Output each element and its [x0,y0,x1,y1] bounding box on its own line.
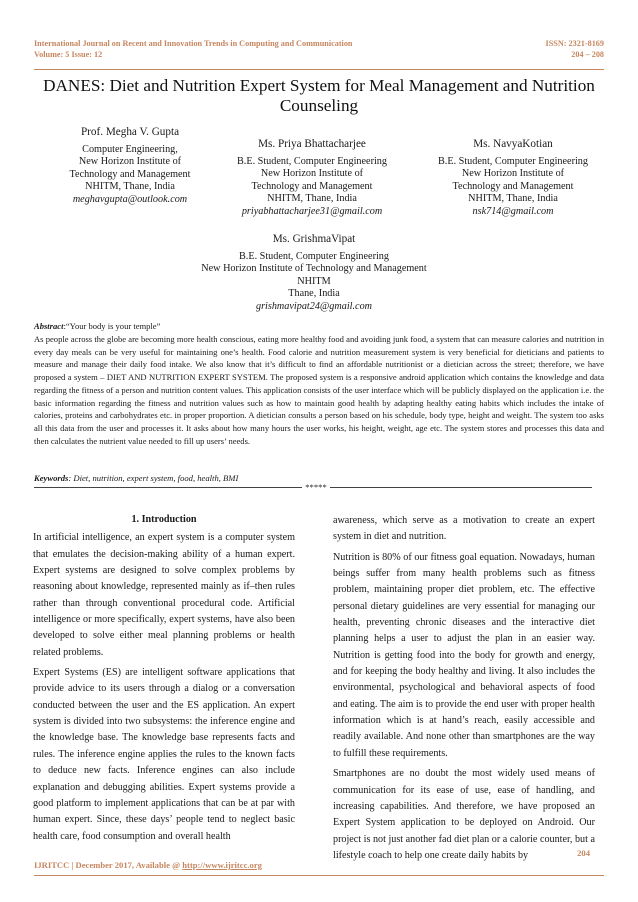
author-block-3 [424,138,602,219]
author-affiliation: New Horizon Institute of Technology and Management [201,263,427,275]
page-range: 204 – 208 [571,50,604,59]
volume-issue: Volume: 5 Issue: 12 [34,50,103,59]
page-number: 204 [577,848,590,858]
abstract-text: As people across the globe are becoming more health conscious, eating more healthy food and avoiding junk food, a system that can measure calories and nutrition in every day meals can be very useful for maintaining one’s health. Food calorie and nutrition measurement system is very beneficial for dieticians and patients to measure and manage their daily food intake. We also know that it’s difficult to find an affordable nutritionist or a dietician across the street; therefore, we have proposed a system – DIET AND NUTRITION EXPERT SYSTEM. The proposed system is a responsive android application which contains the knowledge and data regarding the fitness of a person and nutrition content values. This application consists of the user interface which will be publicly displayed on the application i.e. the basic information regarding the fitness and nutrition values such as how to maintain good health by adapting healthy eating habits which includes the intake of calories, proteins and carbohydrates etc. in proper proportion. A dietician consults a person based on his schedule, body type, height and weight. The system too asks all this data from the user and processes it. It asks about how many hours the user works, his height, weight, age etc. The system stores and processes this data and then calculates the nutrient value needed to fill up users’ needs. [34,333,604,446]
paper-title: DANES: Diet and Nutrition Expert System for Meal Management and Nutrition Counseling [43,76,595,115]
paragraph: In artificial intelligence, an expert system is a computer system that emulates the decision-making ability of a human expert. Expert systems are designed to solve complex problems by reasoning about knowledge, represented mainly as if–then rules rather than through conventional procedural code. Artificial intelligence or more specifically, expert systems, have also been developed to solve either meal planning problems or health related problems. [33,532,295,658]
author-block-2 [224,138,400,219]
footer [34,860,262,870]
author-email[interactable]: grishmavipat24@gmail.com [255,300,373,312]
author-email[interactable]: priyabhattacharjee31@gmail.com [241,205,383,217]
paragraph: Expert Systems (ES) are intelligent software applications that provide advice to its users through a dialog or a conversation conducted between the user and the ES application. An expert system is divided into two subsystems: the inference engine and the knowledge base. The knowledge base represents facts and rules. The inference engine applies the rules to the known facts to deduce new facts. Inference engines can also include explanation and debugging abilities. Expert systems provide a good platform to implement applications that can be at par with human expert. Since, these days’ people tend to neglect basic health care, food consumption and overall health [33,667,295,842]
author-affiliation: Thane, India [288,288,340,300]
keywords-label: Keywords [34,473,69,483]
author-affiliation: B.E. Student, Computer Engineering [237,155,387,167]
paragraph: Nutrition is 80% of our fitness goal equation. Nowadays, human beings suffer from many health problems such as fitness problem, maintaining proper diet problem, etc. The effective personal dietary guidelines are very essential for managing our health, preventing chronic diseases and the interactive diet planning helps a user to adjust the plan in an easier way. Nutrition is getting food into the body for growth and energy, and for keeping the body healthy and living. It also includes the environmental, psychological and behavioral aspects of food and eating. The aim is to provide the end user with proper health information which is at hand’s reach, easily accessible and readily available. And none other than smartphones are the way to fulfill these requirements. [333,551,595,759]
author-block-1 [44,126,216,207]
author-affiliation: New Horizon Institute of [461,168,565,180]
footer-text: IJRITCC | December 2017, Available @ [34,860,183,870]
author-email[interactable]: nsk714@gmail.com [472,205,554,217]
author-affiliation: NHITM, Thane, India [85,181,175,193]
author-affiliation: Computer Engineering, [82,143,178,155]
author-name: Ms. GrishmaVipat [272,233,356,245]
keywords-text: : Diet, nutrition, expert system, food, health, BMI [68,473,239,483]
author-affiliation: Technology and Management [452,180,574,192]
author-affiliation: New Horizon Institute of [78,156,182,168]
author-affiliation: NHITM [297,275,331,287]
author-name: Ms. Priya Bhattacharjee [258,138,366,150]
author-block-4 [150,233,478,314]
author-affiliation: Technology and Management [251,180,373,192]
paragraph: awareness, which serve as a motivation to create an expert system in diet and nutrition. [333,515,595,543]
separator-rule-right [330,487,592,488]
header-rule [34,69,604,70]
author-name: Ms. NavyaKotian [473,138,553,150]
author-affiliation: B.E. Student, Computer Engineering [438,155,588,167]
separator-stars: ***** [305,482,327,492]
paragraph: Smartphones are no doubt the most widely used means of communication for its ease of use, ease of handling, and increasing capabilities. And therefore, we have proposed an Expert System application to be deployed on Android. Our project is not just another fad diet plan or a calorie counter, but a lifestyle coach to help one create daily habits by [333,768,595,861]
footer-rule [34,875,604,876]
abstract-label: Abstract [34,321,64,331]
author-affiliation: Technology and Management [69,168,191,180]
footer-link[interactable]: http://www.ijritcc.org [182,860,262,870]
author-name: Prof. Megha V. Gupta [80,126,180,138]
author-affiliation: NHITM, Thane, India [468,193,558,205]
right-column [333,513,595,868]
abstract [34,320,604,448]
journal-name: International Journal on Recent and Innovation Trends in Computing and Communication [34,39,353,48]
author-affiliation: B.E. Student, Computer Engineering [239,250,389,262]
left-column [33,512,295,849]
author-email[interactable]: meghavgupta@outlook.com [72,193,188,205]
issn: ISSN: 2321-8169 [545,39,604,48]
author-affiliation: NHITM, Thane, India [267,193,357,205]
separator-rule-left [34,487,302,488]
author-affiliation: New Horizon Institute of [260,168,364,180]
abstract-quote: :“Your body is your temple” [63,321,161,331]
section-heading: 1. Introduction [131,514,197,525]
